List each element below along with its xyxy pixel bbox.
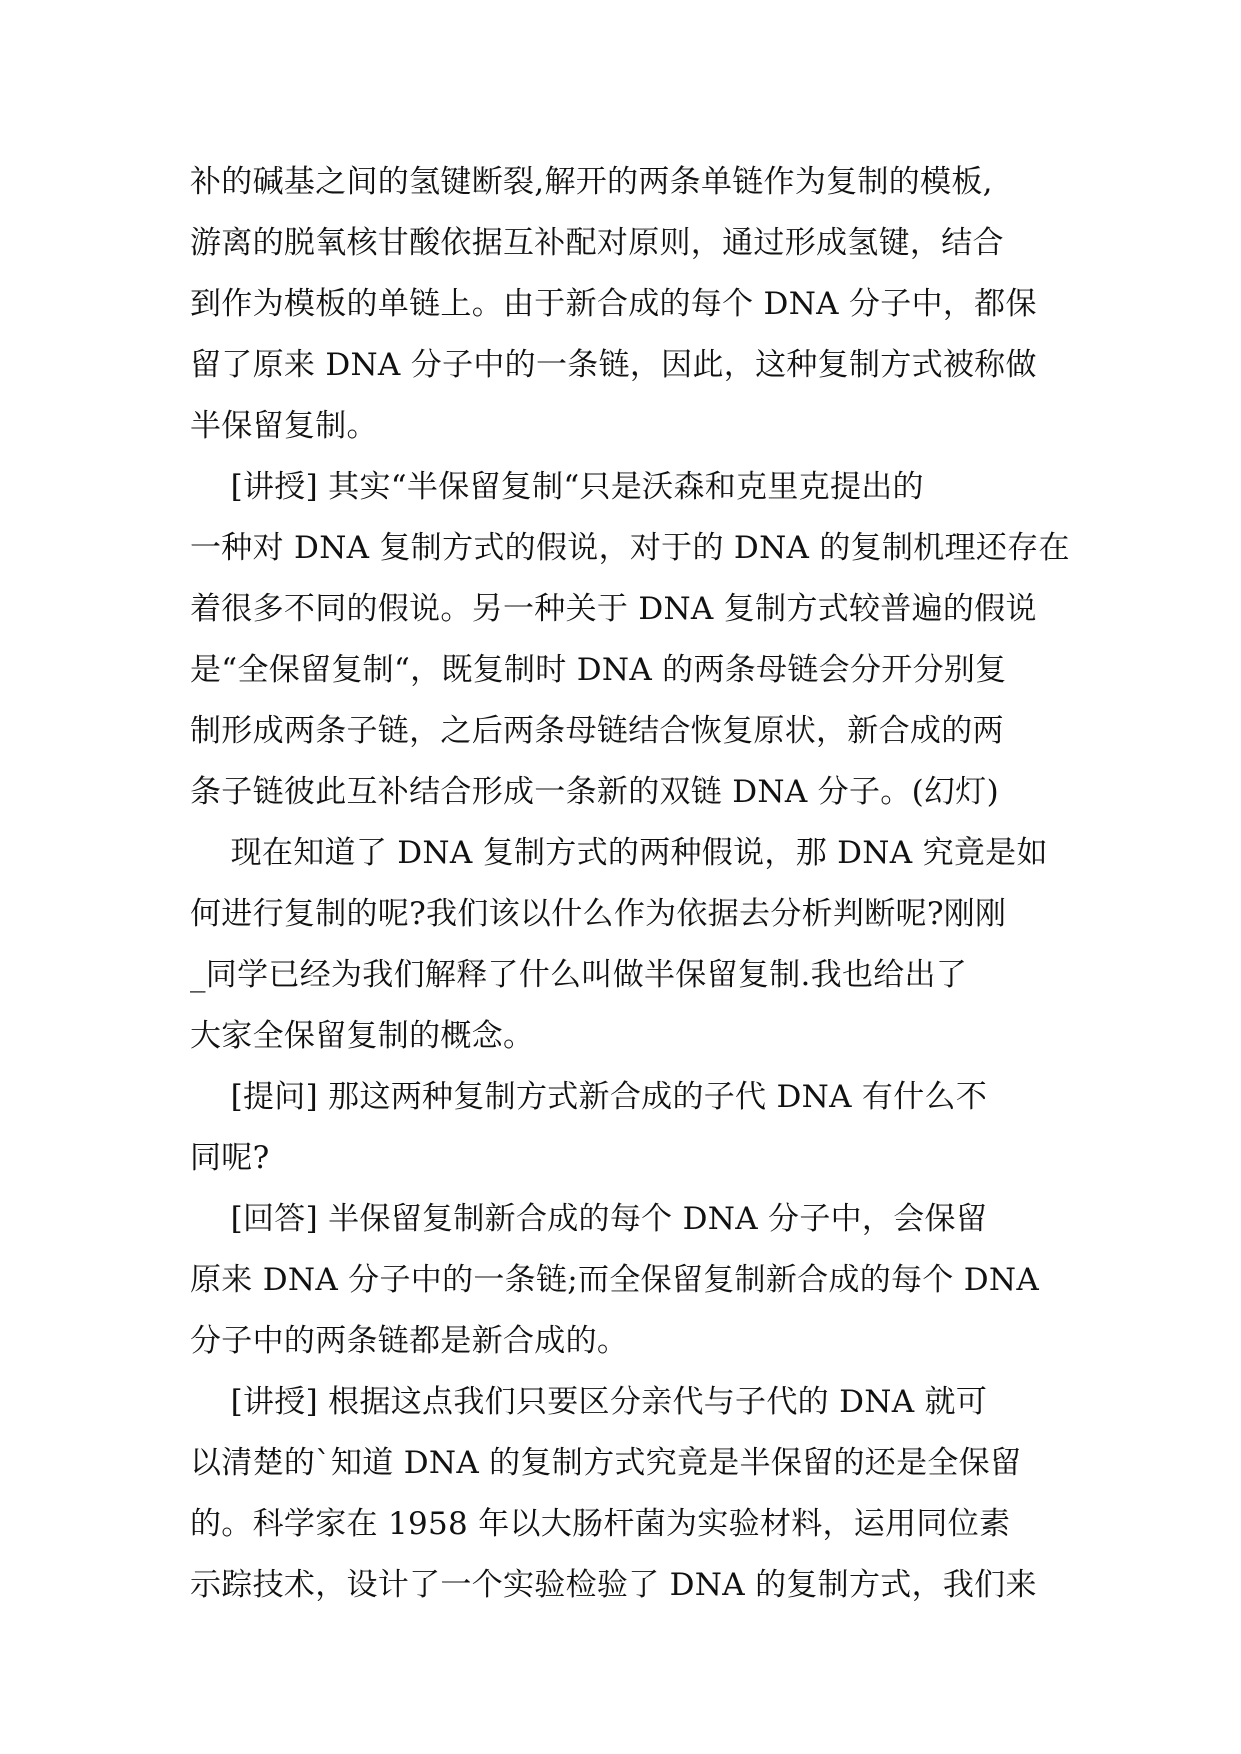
text-line: 着很多不同的假说。另一种关于 DNA 复制方式较普遍的假说 bbox=[190, 591, 1037, 627]
text-line: 半保留复制。 bbox=[190, 408, 378, 444]
text-line: 现在知道了 DNA 复制方式的两种假说，那 DNA 究竟是如 bbox=[190, 835, 1048, 871]
text-line: 补的碱基之间的氢键断裂,解开的两条单链作为复制的模板, bbox=[190, 164, 993, 200]
text-line: 大家全保留复制的概念。 bbox=[190, 1018, 535, 1054]
text-line: [讲授] 其实“半保留复制“只是沃森和克里克提出的 bbox=[190, 469, 924, 505]
text-line: 原来 DNA 分子中的一条链;而全保留复制新合成的每个 DNA bbox=[190, 1262, 1040, 1298]
text-line: 条子链彼此互补结合形成一条新的双链 DNA 分子。(幻灯) bbox=[190, 774, 999, 810]
text-line: 同呢? bbox=[190, 1140, 270, 1176]
body-text bbox=[190, 152, 1090, 1616]
text-line: [提问] 那这两种复制方式新合成的子代 DNA 有什么不 bbox=[190, 1079, 988, 1115]
text-line: 何进行复制的呢?我们该以什么作为依据去分析判断呢?刚刚 bbox=[190, 896, 1007, 932]
text-line: 到作为模板的单链上。由于新合成的每个 DNA 分子中，都保 bbox=[190, 286, 1037, 322]
text-line: _同学已经为我们解释了什么叫做半保留复制.我也给出了 bbox=[190, 957, 968, 993]
text-line: 分子中的两条链都是新合成的。 bbox=[190, 1323, 629, 1359]
text-line: 一种对 DNA 复制方式的假说，对于的 DNA 的复制机理还存在 bbox=[190, 530, 1070, 566]
text-line: 游离的脱氧核甘酸依据互补配对原则，通过形成氢键，结合 bbox=[190, 225, 1004, 261]
text-line: 示踪技术，设计了一个实验检验了 DNA 的复制方式，我们来 bbox=[190, 1567, 1037, 1603]
text-line: 以清楚的`知道 DNA 的复制方式究竟是半保留的还是全保留 bbox=[190, 1445, 1022, 1481]
text-line: 制形成两条子链，之后两条母链结合恢复原状，新合成的两 bbox=[190, 713, 1004, 749]
text-line: 的。科学家在 1958 年以大肠杆菌为实验材料，运用同位素 bbox=[190, 1506, 1011, 1542]
text-line: 是“全保留复制“，既复制时 DNA 的两条母链会分开分别复 bbox=[190, 652, 1007, 688]
text-line: 留了原来 DNA 分子中的一条链，因此，这种复制方式被称做 bbox=[190, 347, 1037, 383]
text-line: [讲授] 根据这点我们只要区分亲代与子代的 DNA 就可 bbox=[190, 1384, 988, 1420]
text-line: [回答] 半保留复制新合成的每个 DNA 分子中，会保留 bbox=[190, 1201, 988, 1237]
